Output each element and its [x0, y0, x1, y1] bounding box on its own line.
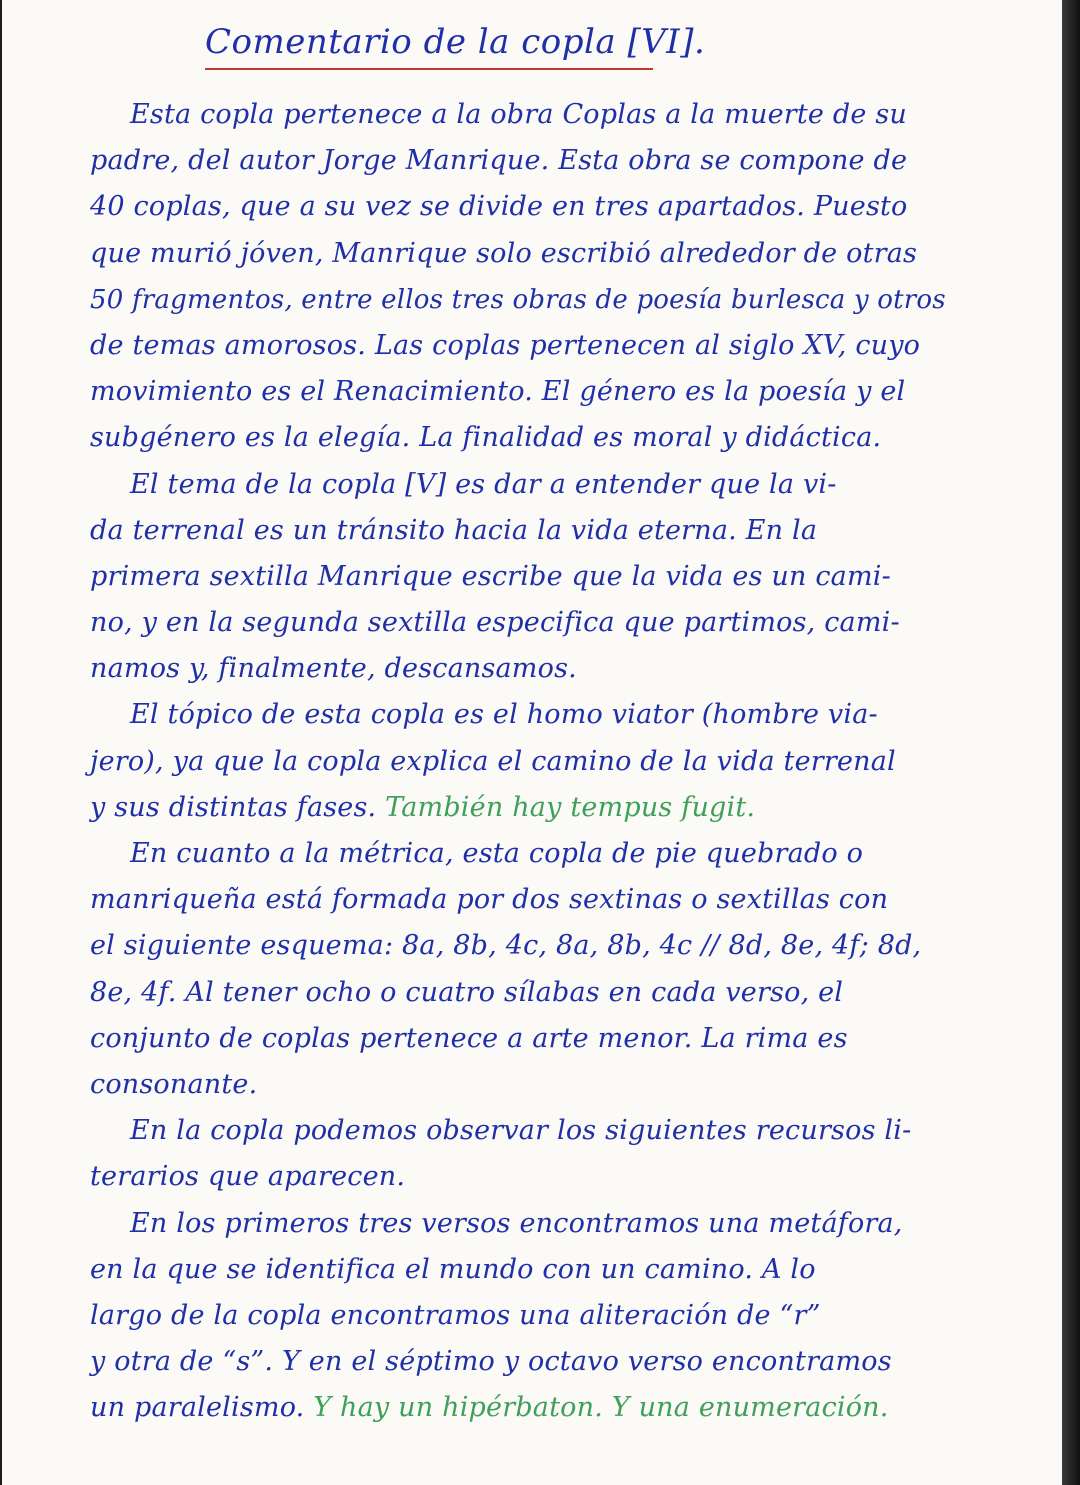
- text-line-main: El tópico de esta copla es el homo viator (hombre via-: [130, 699, 878, 731]
- text-line-main: En cuanto a la métrica, esta copla de pie quebrado o: [130, 838, 864, 869]
- text-line: [90, 231, 960, 277]
- text-line-main: terarios que aparecen.: [90, 1161, 406, 1193]
- green-annotation: Y hay un hipérbaton. Y una enumeración.: [304, 1392, 889, 1424]
- text-line: [90, 1154, 960, 1200]
- text-line: [90, 1062, 960, 1108]
- text-line-main: y otra de “s”. Y en el séptimo y octavo verso encontramos: [90, 1346, 892, 1378]
- text-line-main: subgénero es la elegía. La finalidad es moral y didáctica.: [90, 422, 882, 454]
- text-line-main: largo de la copla encontramos una aliteración de “r”: [90, 1299, 821, 1331]
- text-line-main: que murió jóven, Manrique solo escribió alrededor de otras: [90, 237, 918, 269]
- text-line: [90, 1385, 960, 1431]
- text-line: [90, 554, 960, 600]
- text-line: [90, 831, 960, 877]
- text-line-main: padre, del autor Jorge Manrique. Esta obra se compone de: [90, 145, 908, 177]
- text-line-main: no, y en la segunda sextilla especifica que partimos, cami-: [90, 607, 900, 639]
- page-title: Comentario de la copla [VI].: [205, 22, 706, 62]
- text-line-main: namos y, finalmente, descansamos.: [90, 653, 577, 685]
- text-line: [90, 1108, 960, 1154]
- text-line-main: manriqueña está formada por dos sextinas o sextillas con: [90, 884, 889, 916]
- text-line: [90, 508, 960, 554]
- handwritten-body: [90, 92, 960, 1431]
- text-line: [90, 692, 960, 738]
- text-line-main: movimiento es el Renacimiento. El género es la poesía y el: [90, 376, 906, 408]
- text-line: [90, 600, 960, 646]
- text-line-main: primera sextilla Manrique escribe que la vida es un cami-: [90, 560, 891, 592]
- text-line: [90, 877, 960, 923]
- text-line: [90, 92, 960, 138]
- text-line-main: 8e, 4f. Al tener ocho o cuatro sílabas en cada verso, el: [90, 976, 844, 1008]
- text-line-main: y sus distintas fases.: [90, 791, 377, 823]
- text-line-main: El tema de la copla [V] es dar a entender que la vi-: [130, 468, 837, 500]
- green-annotation: También hay tempus fugit.: [376, 791, 756, 823]
- text-line: [90, 646, 960, 692]
- text-line-main: 40 coplas, que a su vez se divide en tres apartados. Puesto: [90, 191, 908, 223]
- text-line-main: el siguiente esquema: 8a, 8b, 4c, 8a, 8b, 4c // 8d, 8e, 4f; 8d,: [90, 930, 922, 962]
- text-line-main: 50 fragmentos, entre ellos tres obras de poesía burlesca y otros: [90, 284, 946, 315]
- text-line: [90, 1339, 960, 1385]
- text-line: [90, 739, 960, 785]
- text-line: [90, 323, 960, 369]
- text-line-main: consonante.: [90, 1068, 258, 1100]
- text-line-main: da terrenal es un tránsito hacia la vida eterna. En la: [90, 514, 818, 546]
- text-line: [90, 1247, 960, 1293]
- text-line: [90, 970, 960, 1016]
- title-underline: [205, 68, 653, 70]
- text-line-main: en la que se identifica el mundo con un camino. A lo: [90, 1253, 816, 1285]
- title-block: [205, 22, 706, 74]
- text-line: [90, 277, 960, 323]
- text-line-main: un paralelismo.: [90, 1392, 305, 1424]
- text-line: [90, 415, 960, 461]
- text-line: [90, 1016, 960, 1062]
- text-line: [90, 138, 960, 184]
- text-line-main: conjunto de coplas pertenece a arte menor. La rima es: [90, 1022, 848, 1054]
- text-line-main: En los primeros tres versos encontramos una metáfora,: [130, 1207, 903, 1239]
- text-line: [90, 462, 960, 508]
- text-line: [90, 923, 960, 969]
- text-line: [90, 184, 960, 230]
- scan-edge: [1062, 0, 1080, 1485]
- text-line: [90, 785, 960, 831]
- text-line-main: Esta copla pertenece a la obra Coplas a la muerte de su: [130, 99, 907, 130]
- text-line-main: jero), ya que la copla explica el camino de la vida terrenal: [90, 745, 896, 777]
- text-line-main: de temas amorosos. Las coplas pertenecen al siglo XV, cuyo: [90, 329, 921, 361]
- text-line: [90, 1293, 960, 1339]
- text-line: [90, 369, 960, 415]
- text-line-main: En la copla podemos observar los siguientes recursos li-: [130, 1115, 912, 1147]
- text-line: [90, 1201, 960, 1247]
